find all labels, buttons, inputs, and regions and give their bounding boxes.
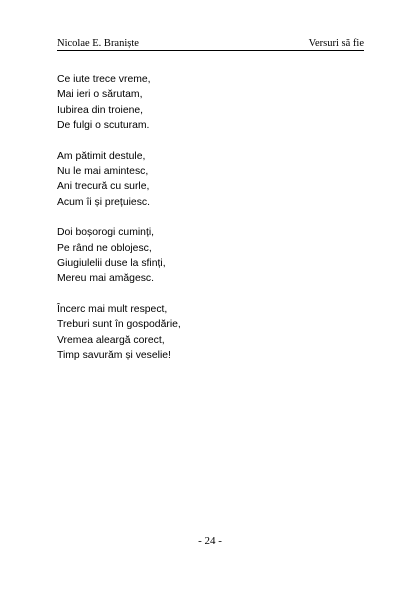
header-book-title: Versuri să fie (308, 38, 364, 49)
poem-line: Pe rând ne oblojesc, (57, 242, 152, 254)
poem-line: Ani trecură cu surle, (57, 181, 150, 193)
running-header (57, 38, 364, 51)
poem-line: Doi boșorogi cuminți, (57, 227, 155, 239)
stanza-3 (57, 225, 357, 287)
poem-line: Treburi sunt în gospodărie, (57, 319, 181, 331)
stanza-1 (57, 72, 357, 134)
poem-line: Acum îi și prețuiesc. (57, 196, 150, 208)
page-number: - 24 - (198, 535, 222, 547)
poem-line: Nu le mai amintesc, (57, 166, 149, 178)
stanza-2 (57, 149, 357, 211)
poem-line: Mai ieri o sărutam, (57, 89, 143, 101)
poem-line: Încerc mai mult respect, (57, 303, 168, 315)
poem-line: Mereu mai amăgesc. (57, 273, 155, 285)
poem-line: Am pătimit destule, (57, 150, 146, 162)
poem-line: Vremea aleargă corect, (57, 334, 165, 346)
stanza-4 (57, 302, 357, 364)
poem-line: Giugiulelii duse la sfinți, (57, 258, 166, 270)
header-author: Nicolae E. Braniște (57, 38, 139, 49)
poem-line: De fulgi o scuturam. (57, 120, 150, 132)
poem-line: Ce iute trece vreme, (57, 74, 151, 85)
poem-body (57, 72, 357, 379)
poem-line: Timp savurăm și veselie! (57, 350, 171, 362)
poem-line: Iubirea din troiene, (57, 104, 144, 116)
